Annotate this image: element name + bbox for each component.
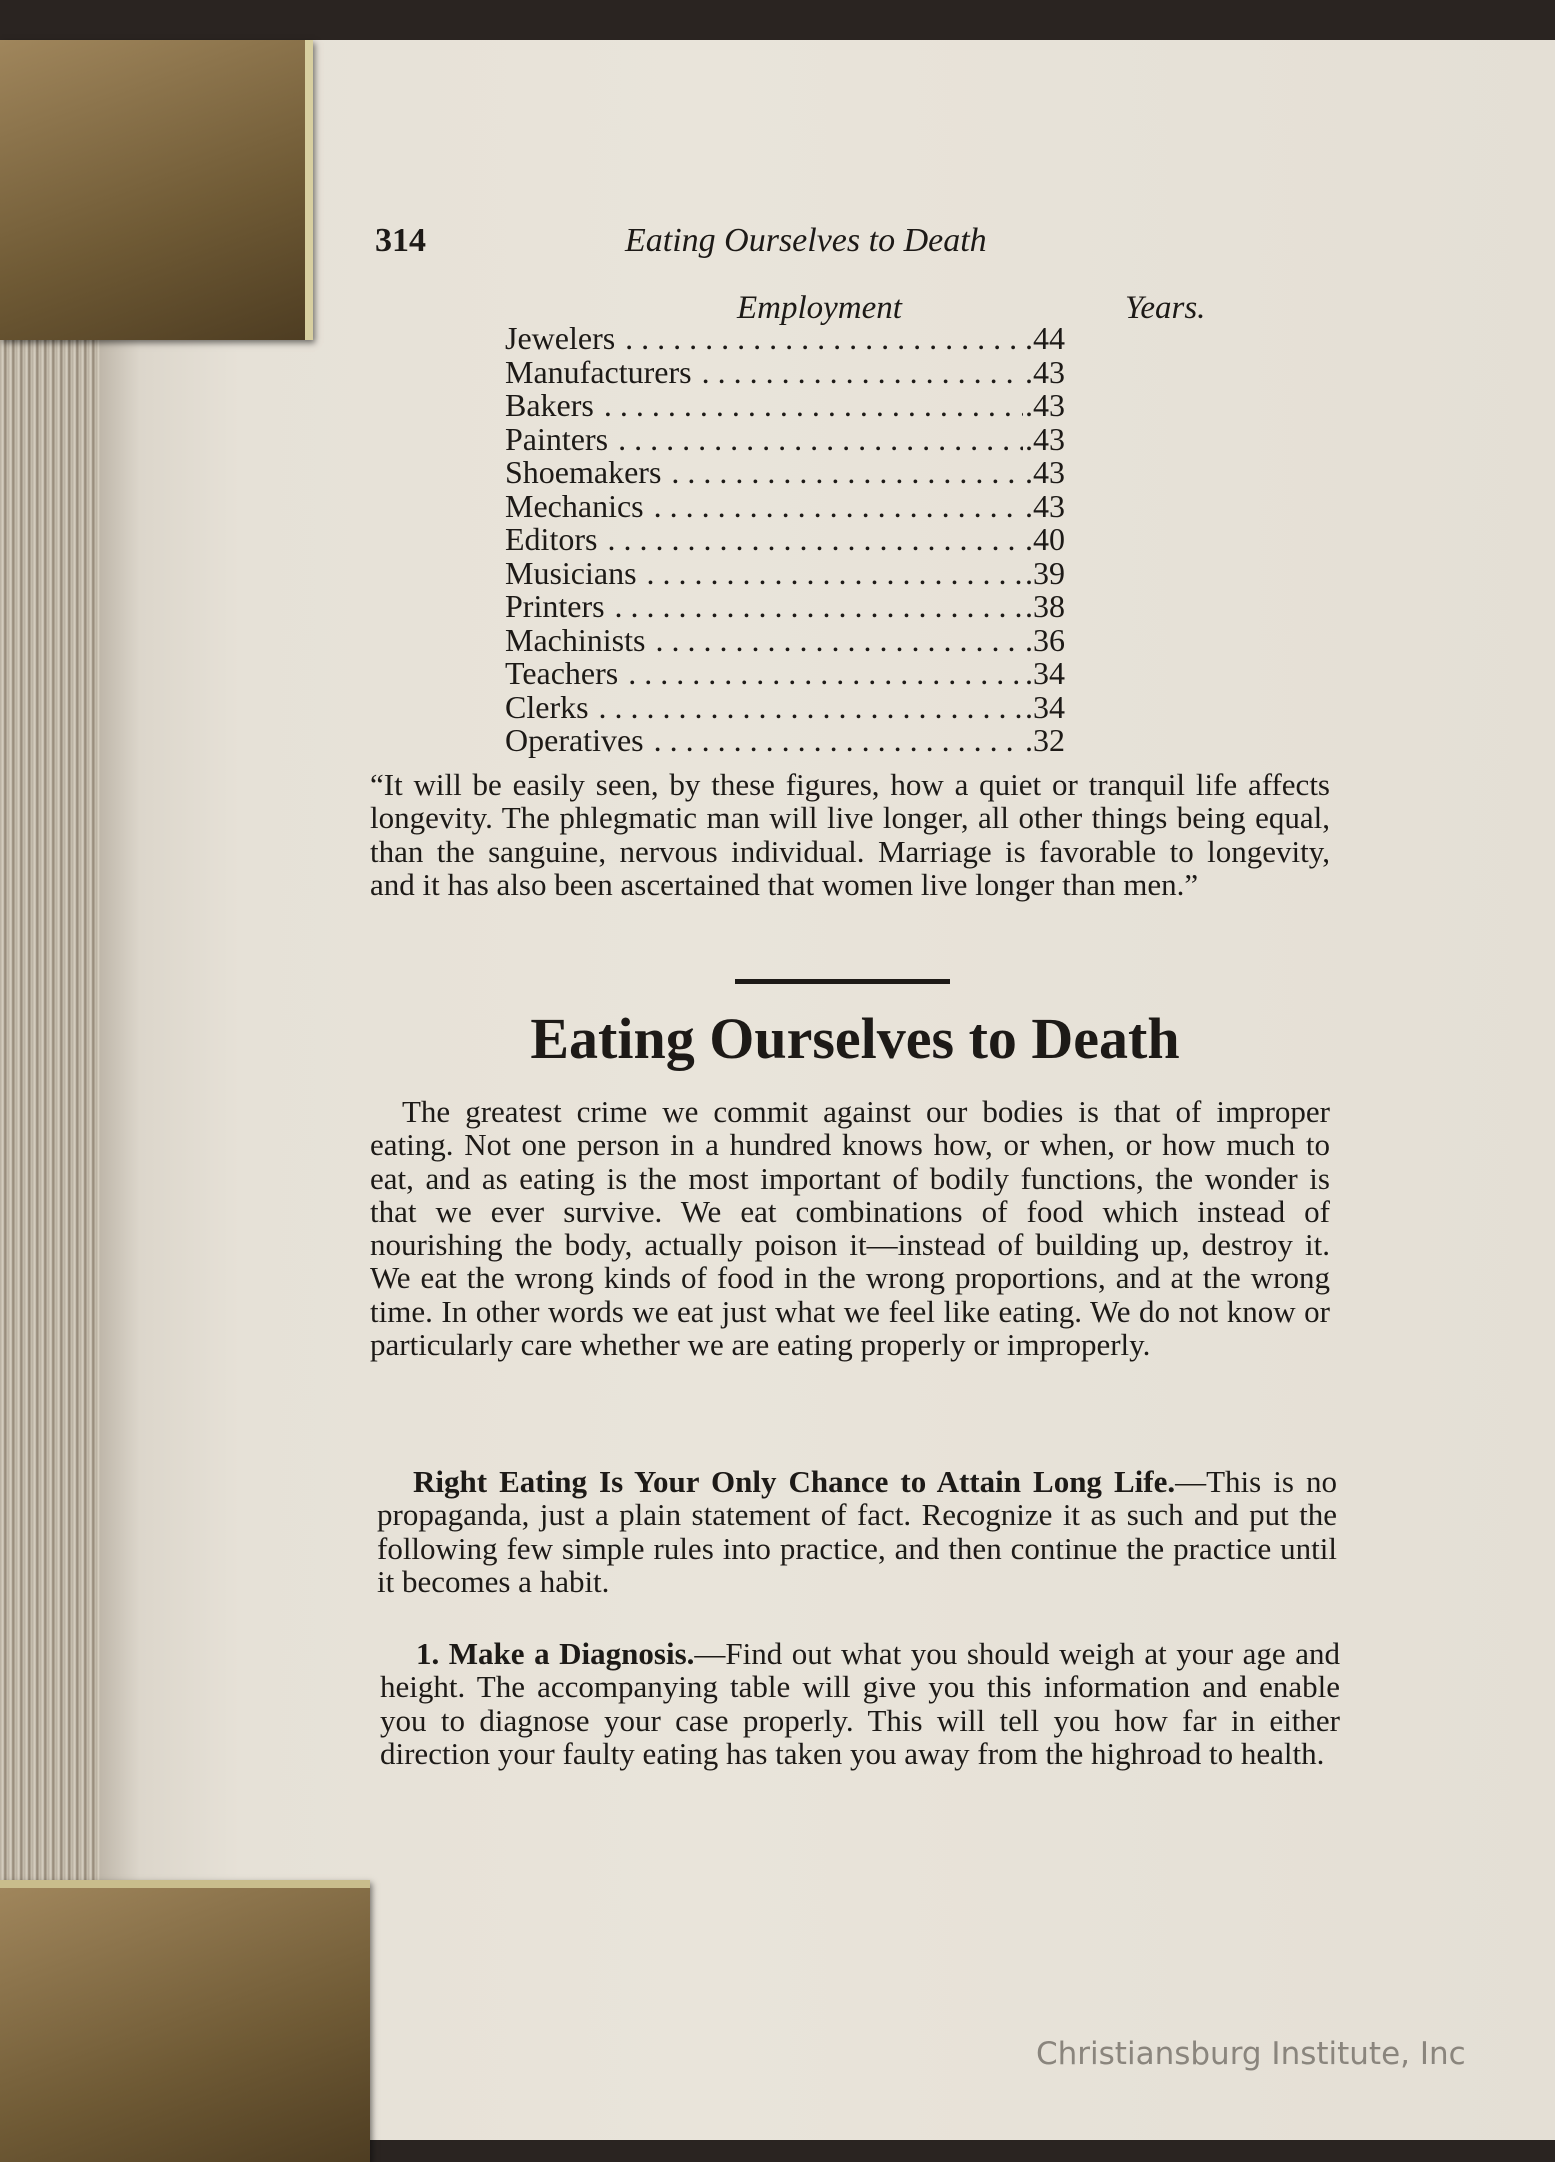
leader-dots: [654, 490, 1023, 524]
leader-dots: [607, 523, 1023, 557]
employment-years: .43: [1025, 353, 1065, 390]
quote-paragraph: “It will be easily seen, by these figures, how a quiet or tranquil life affects longevity. The phlegmatic man will live longer, all other things being equal, than the sanguine, nervous individual. Marriage is favorable to longevity, and it has also been ascertained that women live longer than men.”: [370, 767, 1330, 902]
employment-table: [505, 322, 1065, 758]
page-tab-bottom: [0, 1880, 370, 2162]
employment-name: Operatives: [505, 722, 644, 758]
leader-dots: [647, 557, 1023, 591]
table-row: [505, 688, 1065, 725]
table-row: [505, 590, 1065, 624]
table-row: [505, 523, 1065, 557]
employment-name: Teachers: [505, 655, 619, 691]
employment-years: .39: [1025, 554, 1065, 591]
employment-name: Bakers: [505, 387, 594, 423]
employment-name: Musicians: [505, 554, 637, 591]
leader-dots: [671, 456, 1023, 490]
table-row: [505, 621, 1065, 658]
table-row: [505, 420, 1065, 457]
running-head: [365, 222, 1345, 262]
leader-dots: [655, 624, 1023, 658]
diagnosis-lead: 1. Make a Diagnosis.: [416, 1636, 695, 1671]
employment-years: .34: [1025, 688, 1065, 725]
diagnosis-body: —Find out what you should weigh at your age and height. The accompanying table will give you this information and enable you to diagnose your case properly. This will tell you how far in either direction your faulty eating has taken you away from the highroad to health.: [380, 1636, 1340, 1771]
running-title: Eating Ourselves to Death: [625, 222, 987, 259]
employment-years: .44: [1025, 320, 1065, 356]
employment-years: .38: [1025, 588, 1065, 624]
diagnosis-paragraph: [380, 1637, 1340, 1770]
employment-name: Editors: [505, 521, 598, 557]
watermark: Christiansburg Institute, Inc: [1036, 2036, 1466, 2072]
page-tab-top: [0, 40, 313, 340]
employment-name: Manufacturers: [505, 353, 692, 390]
leader-dots: [599, 691, 1023, 725]
page-number: 314: [375, 222, 426, 259]
employment-name: Printers: [505, 588, 605, 624]
employment-name: Clerks: [505, 688, 589, 725]
employment-name: Machinists: [505, 621, 646, 658]
employment-years: .40: [1025, 521, 1065, 557]
employment-years: .43: [1025, 387, 1065, 423]
table-row: [505, 353, 1065, 390]
employment-name: Jewelers: [505, 320, 616, 356]
leader-dots: [604, 389, 1023, 423]
employment-years: .32: [1025, 722, 1065, 758]
leader-dots: [654, 724, 1023, 758]
table-row: [505, 322, 1065, 356]
leader-dots: [615, 590, 1023, 624]
employment-years: .43: [1025, 454, 1065, 490]
employment-years: .43: [1025, 420, 1065, 457]
employment-name: Shoemakers: [505, 454, 662, 490]
employment-years: .34: [1025, 655, 1065, 691]
leader-dots: [618, 423, 1023, 457]
employment-name: Mechanics: [505, 487, 644, 524]
table-row: [505, 389, 1065, 423]
right-eating-body: —This is no propaganda, just a plain statement of fact. Recognize it as such and put the following few simple rules into practice, and then continue the practice until it becomes a habit.: [377, 1464, 1337, 1599]
leader-dots: [625, 322, 1023, 356]
section-rule: [735, 979, 950, 984]
table-row: [505, 554, 1065, 591]
column-employment: Employment: [737, 290, 902, 326]
intro-paragraph: The greatest crime we commit against our bodies is that of improper eating. Not one person in a hundred knows how, or when, or how much to eat, and as eating is the most important of bodily functions, the wonder is that we ever survive. We eat combinations of food which instead of nourishing the body, actually poison it—instead of building up, destroy it. We eat the wrong kinds of food in the wrong proportions, and at the wrong time. In other words we eat just what we feel like eating. We do not know or particularly care whether we are eating properly or improperly.: [370, 1094, 1330, 1363]
table-row: [505, 724, 1065, 758]
leader-dots: [628, 657, 1023, 691]
employment-years: .36: [1025, 621, 1065, 658]
right-eating-paragraph: [377, 1465, 1337, 1598]
chapter-title: Eating Ourselves to Death: [530, 1006, 1180, 1071]
table-row: [505, 657, 1065, 691]
table-row: [505, 456, 1065, 490]
employment-years: .43: [1025, 487, 1065, 524]
column-years: Years.: [1125, 290, 1206, 326]
table-row: [505, 487, 1065, 524]
leader-dots: [702, 356, 1023, 390]
employment-name: Painters: [505, 420, 609, 457]
right-eating-lead: Right Eating Is Your Only Chance to Attain Long Life.: [413, 1464, 1176, 1499]
